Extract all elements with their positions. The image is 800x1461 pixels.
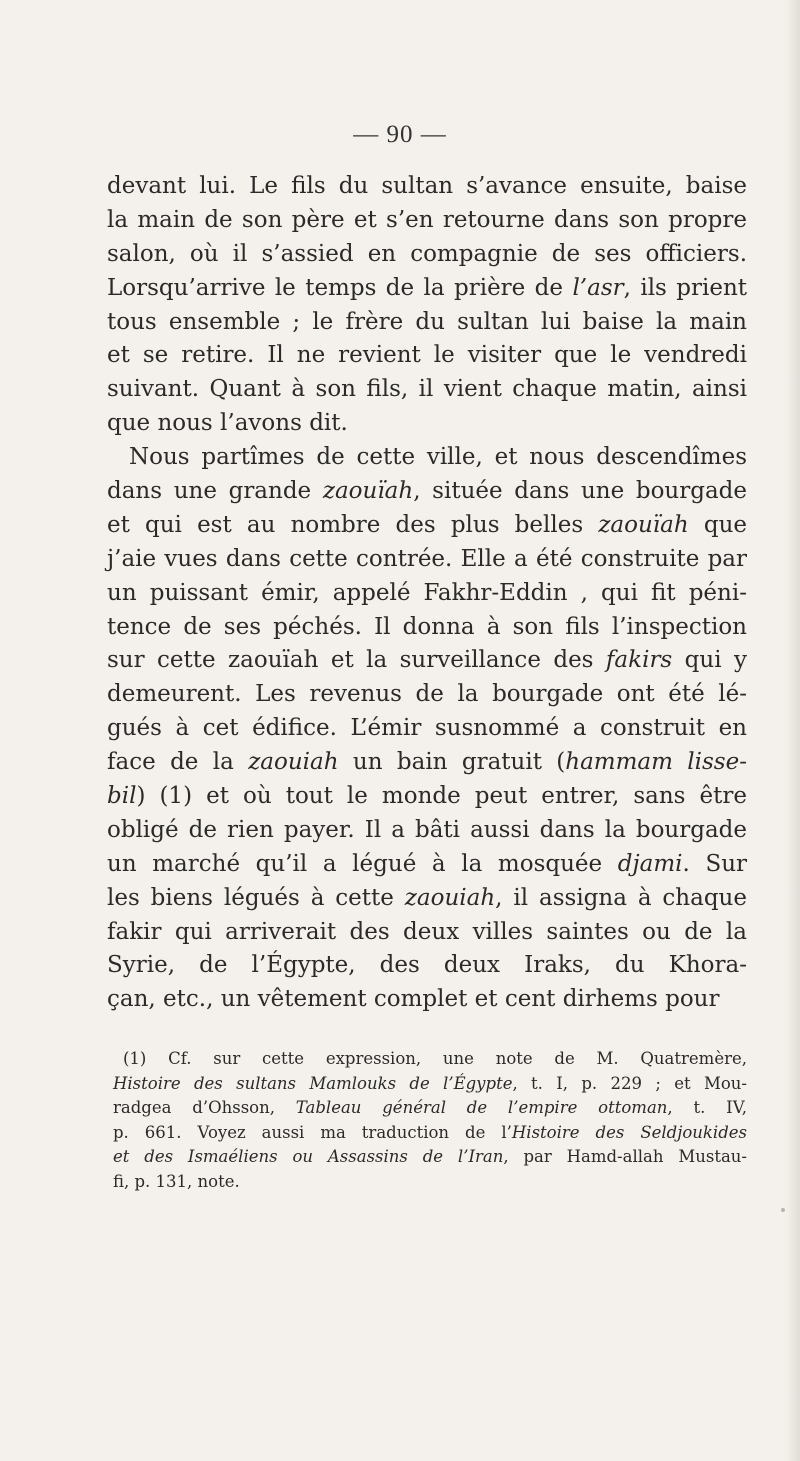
- body-text: gués à cet édifice. L’émir susnommé a construit en: [107, 715, 747, 742]
- body-line: [107, 712, 747, 746]
- body-text: . Sur: [682, 850, 748, 877]
- body-text: j’aie vues dans cette contrée. Elle a été construite par: [107, 545, 747, 572]
- paper-speck: [781, 1208, 785, 1212]
- page-number: — 90 —: [353, 121, 447, 148]
- body-line: [107, 306, 747, 340]
- body-line: [107, 170, 747, 204]
- body-line: [107, 848, 747, 882]
- body-line: [107, 916, 747, 950]
- body-line: [107, 272, 747, 306]
- page-edge-shadow: [786, 0, 800, 1461]
- body-line: [107, 983, 747, 1017]
- body-text: fakirs: [605, 647, 673, 674]
- body-text: que nous l’avons dit.: [107, 410, 348, 437]
- note-text: Histoire des sultans Mamlouks de l’Égypte: [113, 1073, 513, 1093]
- body-line: [107, 441, 747, 475]
- body-line: [107, 577, 747, 611]
- body-text: salon, où il s’assied en compagnie de ses officiers.: [107, 240, 747, 267]
- body-line: [107, 678, 747, 712]
- footnotes: [113, 1047, 747, 1194]
- body-line: [107, 814, 747, 848]
- body-text: l’asr: [572, 274, 624, 301]
- body-text: zaouïah: [322, 478, 414, 505]
- note-text: , par Hamd-allah Mustau-: [503, 1147, 747, 1166]
- body-line: [107, 611, 747, 645]
- body-line: [107, 509, 747, 543]
- body-line: [107, 475, 747, 509]
- body-text: un puissant émir, appelé Fakhr-Eddin , qui fit péni-: [107, 579, 747, 606]
- body-text: sur cette zaouïah et la surveillance des: [107, 647, 606, 674]
- body-text: un marché qu’il a légué à la mosquée: [107, 850, 618, 877]
- body-text: un bain gratuit (: [338, 749, 566, 776]
- body-text: dans une grande: [107, 478, 323, 505]
- body-text: Syrie, de l’Égypte, des deux Iraks, du Khora-: [107, 952, 747, 979]
- body-text: Nous partîmes de cette ville, et nous descendîmes: [129, 444, 747, 471]
- note-line: [113, 1170, 747, 1195]
- body-text: zaouïah: [598, 511, 689, 538]
- body-text: , située dans une bourgade: [413, 478, 747, 505]
- body-text: la main de son père et s’en retourne dans son propre: [107, 206, 747, 233]
- body-line: [107, 746, 747, 780]
- body-line: [107, 373, 747, 407]
- note-text: et des Ismaéliens ou Assassins de l’Iran: [113, 1147, 504, 1166]
- note-text: fi, p. 131, note.: [113, 1171, 240, 1191]
- body-text: obligé de rien payer. Il a bâti aussi dans la bourgade: [107, 816, 747, 843]
- body-line: [107, 882, 747, 916]
- body-text: , ils prient: [623, 274, 747, 301]
- body-line: [107, 407, 747, 441]
- body-line: [107, 238, 747, 272]
- note-text: (1) Cf. sur cette expression, une note de M. Quatremère,: [123, 1049, 747, 1068]
- note-text: , t. IV,: [667, 1098, 747, 1117]
- body-text: que: [688, 511, 747, 538]
- body-text: les biens légués à cette: [107, 884, 405, 911]
- body-line: [107, 780, 747, 814]
- note-text: Tableau général de l’empire ottoman: [295, 1098, 668, 1117]
- note-line: [113, 1121, 747, 1146]
- body-text: , il assigna à chaque: [495, 884, 747, 911]
- body-line: [107, 949, 747, 983]
- body-text: [107, 170, 747, 1017]
- note-text: p. 661. Voyez aussi ma traduction de: [113, 1122, 502, 1142]
- body-text: djami: [617, 850, 683, 877]
- body-text: çan, etc., un vêtement complet et cent dirhems pour: [107, 986, 720, 1013]
- note-line: [113, 1072, 747, 1097]
- note-line: [113, 1047, 747, 1072]
- body-text: et se retire. Il ne revient le visiter que le vendredi: [107, 342, 747, 369]
- body-text: zaouiah: [248, 749, 339, 776]
- body-text: qui y: [672, 647, 747, 674]
- note-text: Histoire des Seldjoukides: [511, 1122, 747, 1142]
- body-text: face de la: [107, 749, 249, 776]
- body-text: fakir qui arriverait des deux villes saintes ou de la: [107, 918, 747, 945]
- note-line: [113, 1096, 747, 1121]
- body-text: zaouiah: [404, 884, 496, 911]
- body-text: ) (1) et où tout le monde peut entrer, sans être: [136, 783, 747, 810]
- body-line: [107, 204, 747, 238]
- body-text: tous ensemble ; le frère du sultan lui baise la main: [107, 308, 747, 335]
- body-text: et qui est au nombre des plus belles: [107, 511, 599, 538]
- body-text: hammam lisse-: [565, 749, 747, 776]
- note-text: l’: [501, 1122, 512, 1142]
- body-text: Lorsqu’arrive le temps de la prière de: [107, 274, 573, 301]
- body-line: [107, 339, 747, 373]
- body-text: suivant. Quant à son fils, il vient chaque matin, ainsi: [107, 376, 747, 403]
- body-text: demeurent. Les revenus de la bourgade ont été lé-: [107, 681, 747, 708]
- note-line: [113, 1145, 747, 1170]
- body-text: bil: [107, 783, 137, 810]
- note-text: , t. I, p. 229 ; et Mou-: [512, 1073, 747, 1093]
- body-text: devant lui. Le fils du sultan s’avance ensuite, baise: [107, 173, 747, 199]
- note-text: radgea d’Ohsson,: [113, 1098, 296, 1117]
- body-line: [107, 644, 747, 678]
- body-text: tence de ses péchés. Il donna à son fils l’inspection: [107, 613, 747, 640]
- body-line: [107, 543, 747, 577]
